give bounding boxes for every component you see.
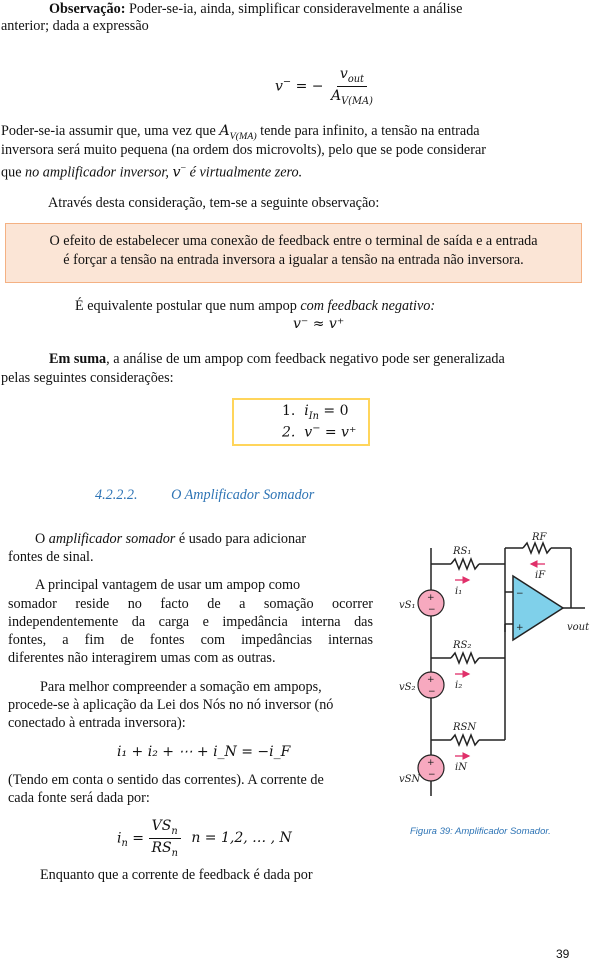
current-line: cada fonte será dada por: <box>8 790 150 806</box>
section-number: 4.2.2.2. <box>95 487 138 503</box>
label-in: iN <box>455 762 467 773</box>
assumption-line3: que no amplificador inversor, v− é virtualmente zero. <box>1 163 303 181</box>
section-heading <box>95 487 314 504</box>
label-i2: i₂ <box>455 680 463 691</box>
label-i1: i₁ <box>455 586 463 597</box>
summary-paragraph: Em suma, a análise de um ampop com feedback negativo pode ser generalizada <box>49 351 505 367</box>
svg-text:−: − <box>428 770 436 780</box>
svg-text:+: + <box>427 593 435 603</box>
label-vs2: vS₂ <box>399 682 416 693</box>
kcl-equation: i₁ + i₂ + ⋯ + i_N = −i_F <box>117 744 291 760</box>
observation-label: Observação: <box>49 1 126 17</box>
svg-text:−: − <box>428 687 436 697</box>
equation-vminus: v− = − $\frac{v_{out}}{A_{V(MA)}}$ <box>275 66 373 107</box>
kcl-line: conectado à entrada inversora): <box>8 715 186 731</box>
source-current-equation: $i_n$ = $\frac{VS_n}{RS_n}$ n = 1,2, … , N <box>117 818 292 859</box>
feedback-current-text: Enquanto que a corrente de feedback é dada por <box>40 867 313 883</box>
summing-intro-line2: fontes de sinal. <box>8 549 94 565</box>
assumption-paragraph: Poder-se-ia assumir que, uma vez que $A_{V(MA)}$ tende para infinito, a tensão na entrada <box>1 123 480 142</box>
advantage-line: fontes, a fim de fontes com impedâncias internas <box>8 632 373 648</box>
advantage-line: A principal vantagem de usar um ampop como <box>35 577 301 593</box>
label-rs1: RS₁ <box>453 546 472 557</box>
advantage-line: somador reside no facto de a somação ocorrer <box>8 596 373 612</box>
equivalent-math: v⁻ ≈ v⁺ <box>293 316 345 332</box>
summing-intro: O amplificador somador é usado para adicionar <box>35 531 307 547</box>
label-rsn: RSN <box>453 722 477 733</box>
label-if: iF <box>535 570 546 581</box>
callout-line2: é forçar a tensão na entrada inversora a igualar a tensão na entrada não inversora. <box>63 252 524 268</box>
label-rf: RF <box>532 532 547 543</box>
svg-text:+: + <box>427 758 435 768</box>
label-vs1: vS₁ <box>399 600 416 611</box>
figure-caption: Figura 39: Amplificador Somador. <box>410 826 551 837</box>
summary-line2: pelas seguintes considerações: <box>1 370 174 386</box>
callout-line1: O efeito de estabelecer uma conexão de feedback entre o terminal de saída e a entrada <box>49 233 538 249</box>
kcl-line: procede-se à aplicação da Lei dos Nós no nó inversor (nó <box>8 697 334 713</box>
equivalent-statement: É equivalente postular que num ampop com feedback negativo: <box>75 298 436 314</box>
observation-line2: anterior; dada a expressão <box>1 18 149 34</box>
svg-text:+: + <box>516 623 524 633</box>
consideration-text: Através desta consideração, tem-se a seguinte observação: <box>48 195 380 211</box>
svg-text:−: − <box>516 589 524 599</box>
advantage-line: independentemente da carga e impedância interna das <box>8 614 373 630</box>
svg-text:−: − <box>428 605 436 615</box>
condition-2: 2. v− = v⁺ <box>282 423 357 441</box>
label-vsn: vSN <box>399 774 421 785</box>
label-rs2: RS₂ <box>453 640 472 651</box>
svg-text:+: + <box>427 675 435 685</box>
current-line: (Tendo em conta o sentido das correntes). A corrente de <box>8 772 324 788</box>
summing-amplifier-circuit <box>395 528 595 796</box>
observation-callout <box>5 223 582 283</box>
assumption-line2: inversora será muito pequena (na ordem dos microvolts), pelo que se pode considerar <box>1 142 486 158</box>
kcl-line: Para melhor compreender a somação em ampops, <box>40 679 322 695</box>
label-vout: vout <box>567 622 590 633</box>
condition-1: 1. $i_{In} = 0$ <box>282 403 349 422</box>
observation-text: Poder-se-ia, ainda, simplificar consideravelmente a análise <box>125 1 463 17</box>
advantage-line: diferentes não interagirem umas com as outras. <box>8 650 276 666</box>
section-title: O Amplificador Somador <box>171 487 315 503</box>
page-number: 39 <box>556 947 570 961</box>
observation-paragraph <box>1 0 572 19</box>
